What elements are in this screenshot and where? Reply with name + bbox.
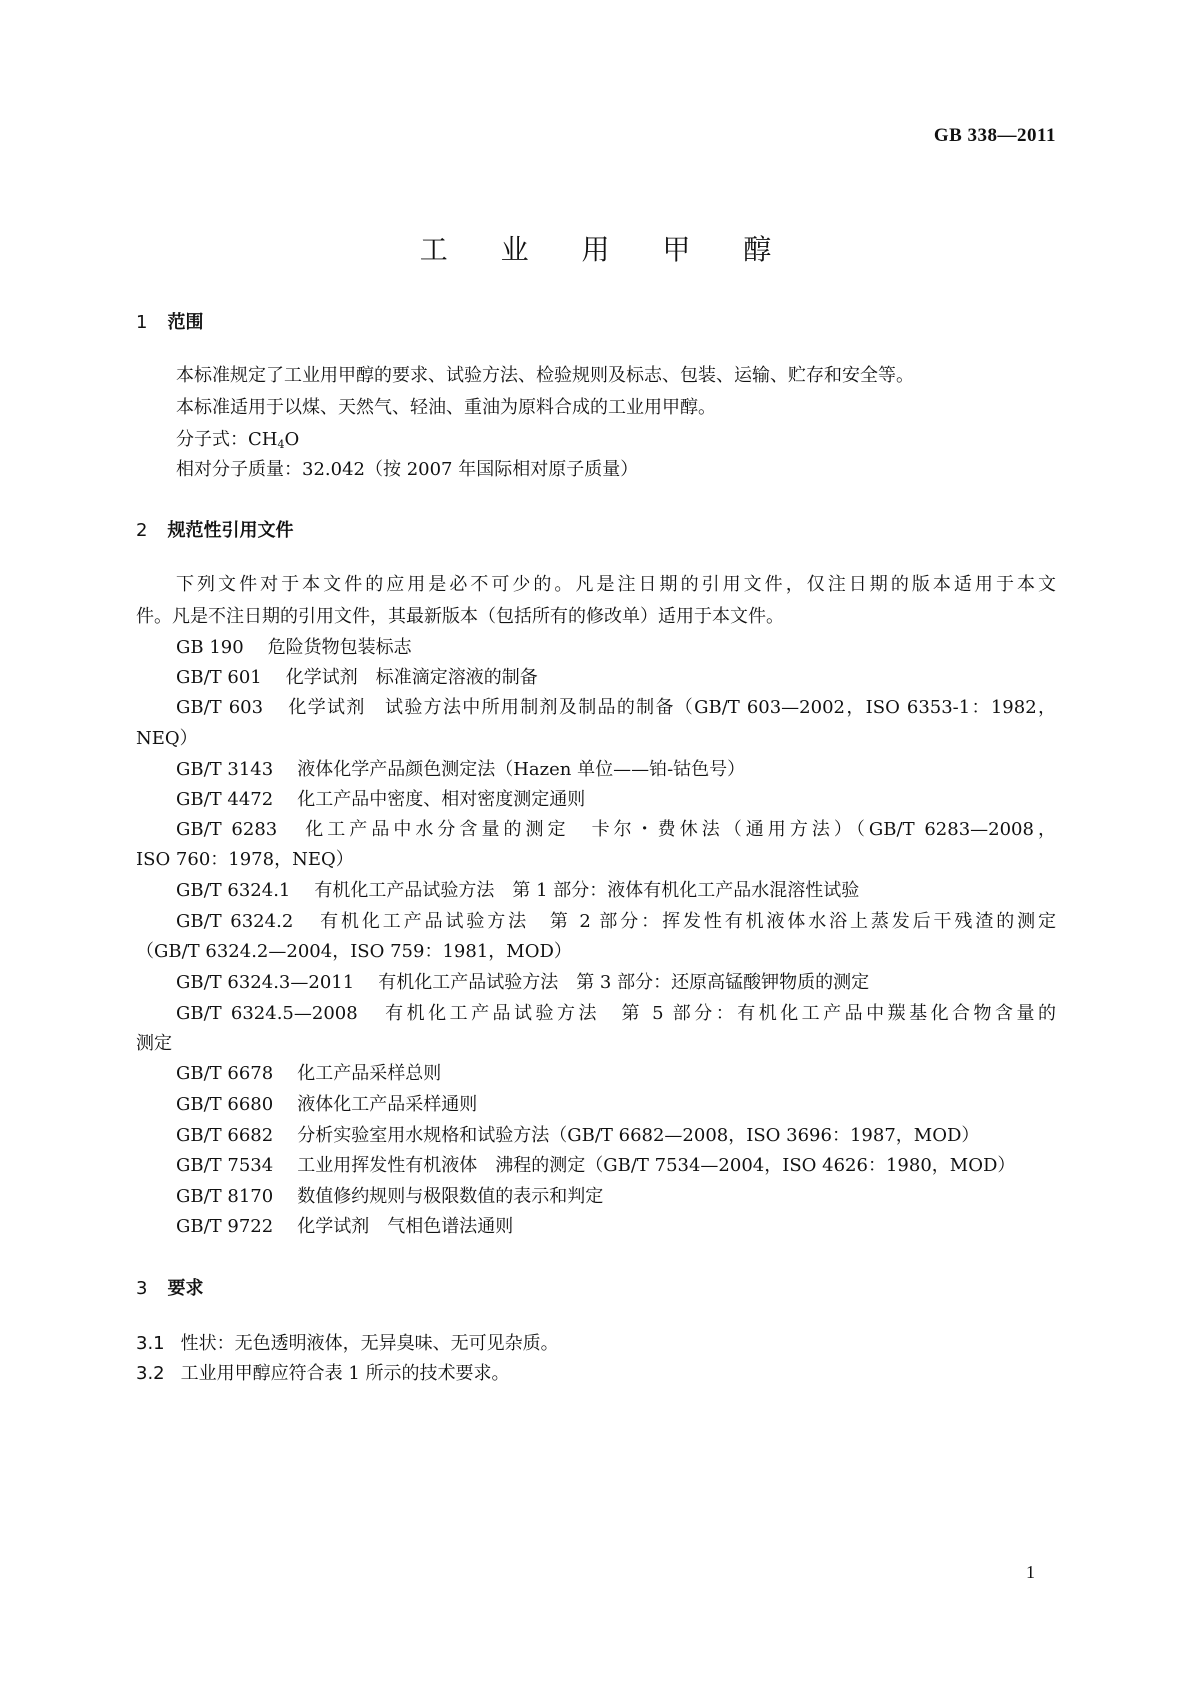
reference-entry	[176, 973, 869, 993]
reference-entry	[176, 881, 859, 901]
ref-title: 化工产品中水分含量的测定 卡尔・费休法（通用方法）（GB/T 6283—2008，	[301, 819, 1056, 840]
refs-intro: 件。凡是不注日期的引用文件，其最新版本（包括所有的修改单）适用于本文件。	[136, 606, 784, 627]
reference-entry	[176, 698, 1056, 718]
ref-code: GB/T 6324.3—2011	[176, 972, 355, 993]
ref-title: 化学试剂 试验方法中所用制剂及制品的制备（GB/T 603—2002，ISO 6353-1：1982，	[287, 697, 1056, 718]
reference-entry	[176, 1217, 513, 1237]
reference-entry	[176, 1004, 1056, 1024]
section-number: 3	[136, 1278, 148, 1299]
ref-title: 化学试剂 气相色谱法通则	[297, 1216, 514, 1237]
section-title: 规范性引用文件	[167, 520, 294, 541]
reference-entry	[176, 1095, 477, 1115]
ref-title: 工业用挥发性有机液体 沸程的测定（GB/T 7534—2004，ISO 4626：1980，MOD）	[297, 1155, 1016, 1176]
reference-entry	[176, 912, 1056, 932]
reference-entry	[176, 760, 745, 780]
reference-entry	[176, 1064, 441, 1084]
formula-label: 分子式：	[176, 429, 248, 450]
section-number: 2	[136, 520, 148, 541]
ref-code: GB/T 6324.1	[176, 880, 291, 901]
refs-intro: 下列文件对于本文件的应用是必不可少的。凡是注日期的引用文件，仅注日期的版本适用于本文	[176, 574, 1056, 595]
ref-code: GB/T 3143	[176, 759, 274, 780]
ref-code: GB/T 6324.5—2008	[176, 1003, 358, 1024]
reference-entry	[176, 1156, 1015, 1176]
scope-paragraph: 本标准适用于以煤、天然气、轻油、重油为原料合成的工业用甲醇。	[176, 397, 716, 418]
ref-code: GB/T 601	[176, 667, 262, 688]
section-title: 范围	[167, 312, 204, 333]
reference-entry	[176, 638, 412, 658]
clause-text: 性状：无色透明液体，无异臭味、无可见杂质。	[180, 1333, 559, 1354]
section-3-heading	[136, 1274, 203, 1300]
ref-title: 化学试剂 标准滴定溶液的制备	[285, 667, 538, 688]
ref-code: GB/T 6283	[176, 819, 278, 840]
ref-title: 液体化学产品颜色测定法（Hazen 单位——铂-钴色号）	[297, 759, 746, 780]
molecular-formula	[176, 430, 299, 455]
formula-subscript: 4	[277, 438, 285, 451]
ref-title: 危险货物包装标志	[267, 637, 412, 658]
ref-code: GB/T 6680	[176, 1094, 274, 1115]
ref-title: 数值修约规则与极限数值的表示和判定	[297, 1186, 604, 1207]
reference-continuation: ISO 760：1978，NEQ）	[136, 849, 354, 870]
document-title: 工 业 用 甲 醇	[419, 233, 794, 266]
reference-entry	[176, 668, 538, 688]
clause-number: 3.2	[136, 1363, 165, 1384]
ref-title: 有机化工产品试验方法 第 5 部分：有机化工产品中羰基化合物含量的	[381, 1003, 1056, 1024]
reference-entry	[176, 820, 1056, 840]
standard-number: GB 338—2011	[933, 125, 1056, 146]
ref-code: GB/T 6682	[176, 1125, 274, 1146]
reference-entry	[176, 1187, 603, 1207]
ref-title: 有机化工产品试验方法 第 2 部分：挥发性有机液体水浴上蒸发后干残渣的测定	[317, 911, 1056, 932]
ref-title: 分析实验室用水规格和试验方法（GB/T 6682—2008，ISO 3696：1987，MOD）	[297, 1125, 980, 1146]
section-title: 要求	[167, 1278, 204, 1299]
ref-code: GB/T 4472	[176, 789, 274, 810]
ref-code: GB/T 8170	[176, 1186, 274, 1207]
reference-continuation: （GB/T 6324.2—2004，ISO 759：1981，MOD）	[136, 941, 572, 962]
formula-part: CH	[248, 429, 278, 450]
ref-code: GB/T 7534	[176, 1155, 274, 1176]
section-1-heading	[136, 308, 203, 334]
reference-continuation: NEQ）	[136, 728, 198, 749]
ref-code: GB/T 603	[176, 697, 264, 718]
ref-code: GB/T 9722	[176, 1216, 274, 1237]
clause-3-1	[136, 1334, 559, 1354]
ref-title: 化工产品采样总则	[297, 1063, 442, 1084]
page-number: 1	[1026, 1562, 1035, 1582]
reference-entry	[176, 790, 585, 810]
formula-part: O	[284, 429, 300, 450]
ref-title: 液体化工产品采样通则	[297, 1094, 478, 1115]
section-2-heading	[136, 516, 293, 542]
ref-title: 有机化工产品试验方法 第 3 部分：还原高锰酸钾物质的测定	[378, 972, 870, 993]
clause-3-2	[136, 1364, 510, 1384]
reference-continuation: 测定	[136, 1033, 172, 1054]
molecular-mass: 相对分子质量：32.042（按 2007 年国际相对原子质量）	[176, 459, 639, 480]
section-number: 1	[136, 312, 148, 333]
ref-code: GB/T 6324.2	[176, 911, 294, 932]
reference-entry	[176, 1126, 979, 1146]
clause-text: 工业用甲醇应符合表 1 所示的技术要求。	[180, 1363, 510, 1384]
ref-code: GB/T 6678	[176, 1063, 274, 1084]
scope-paragraph: 本标准规定了工业用甲醇的要求、试验方法、检验规则及标志、包装、运输、贮存和安全等。	[176, 365, 914, 386]
clause-number: 3.1	[136, 1333, 165, 1354]
ref-title: 化工产品中密度、相对密度测定通则	[297, 789, 586, 810]
ref-title: 有机化工产品试验方法 第 1 部分：液体有机化工产品水混溶性试验	[314, 880, 860, 901]
ref-code: GB 190	[176, 637, 244, 658]
